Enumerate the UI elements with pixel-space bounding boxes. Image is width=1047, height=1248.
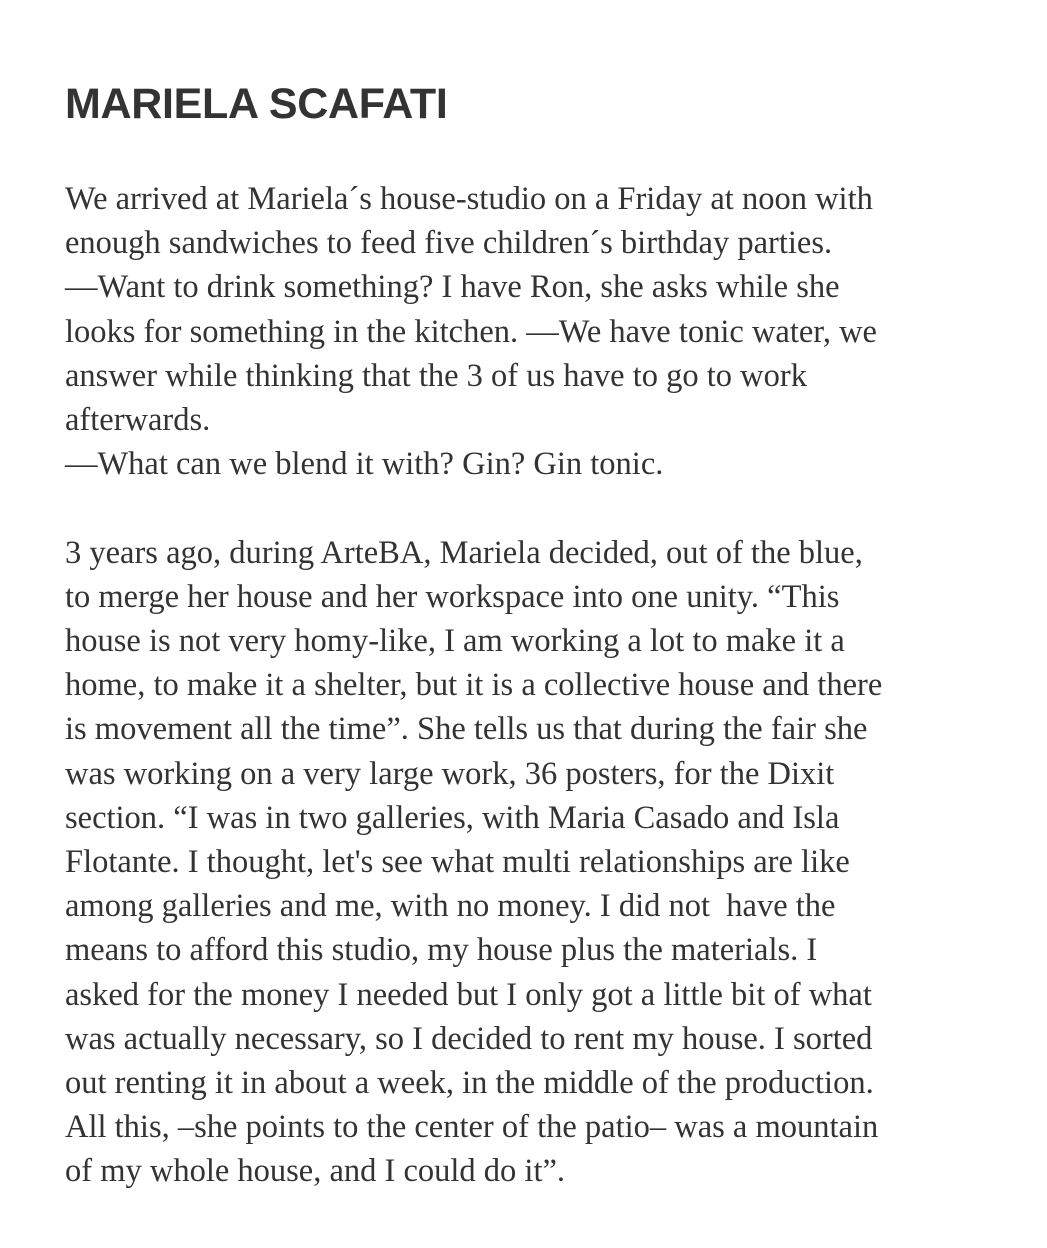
- text-line: was actually necessary, so I decided to rent my house. I sorted: [65, 1020, 873, 1057]
- text-line: house is not very homy-like, I am working a lot to make it a: [65, 623, 845, 660]
- text-line: Flotante. I thought, let's see what multi relationships are like: [65, 844, 850, 881]
- text-line: home, to make it a shelter, but it is a collective house and there: [65, 667, 883, 704]
- article-title: MARIELA SCAFATI: [65, 80, 448, 128]
- text-line: We arrived at Mariela´s house-studio on a Friday at noon with: [65, 181, 873, 217]
- text-line: All this, –she points to the center of the patio– was a mountain: [65, 1109, 879, 1146]
- text-line: was working on a very large work, 36 posters, for the Dixit: [65, 755, 835, 792]
- text-line: means to afford this studio, my house plus the materials. I: [65, 932, 818, 969]
- paragraph-spacer: [65, 486, 1005, 530]
- text-line: enough sandwiches to feed five children´s birthday parties.: [65, 225, 833, 262]
- paragraph-2: [65, 531, 1005, 1194]
- text-line: among galleries and me, with no money. I did not have the: [65, 888, 836, 925]
- article-body: [65, 177, 1005, 1194]
- text-line: to merge her house and her workspace into one unity. “This: [65, 578, 840, 615]
- text-line: of my whole house, and I could do it”.: [65, 1153, 566, 1190]
- text-line: answer while thinking that the 3 of us have to go to work: [65, 357, 807, 394]
- text-line: —Want to drink something? I have Ron, she asks while she: [65, 269, 840, 306]
- text-line: section. “I was in two galleries, with Maria Casado and Isla: [65, 799, 840, 836]
- paragraph-1: [65, 177, 1005, 486]
- text-line: is movement all the time”. She tells us that during the fair she: [65, 711, 868, 748]
- text-line: 3 years ago, during ArteBA, Mariela decided, out of the blue,: [65, 534, 863, 571]
- article: [65, 78, 1005, 1194]
- text-line: looks for something in the kitchen. —We have tonic water, we: [65, 313, 877, 350]
- text-line: —What can we blend it with? Gin? Gin tonic.: [65, 446, 664, 483]
- text-line: afterwards.: [65, 402, 211, 439]
- text-line: out renting it in about a week, in the middle of the production.: [65, 1065, 874, 1102]
- text-line: asked for the money I needed but I only got a little bit of what: [65, 976, 872, 1013]
